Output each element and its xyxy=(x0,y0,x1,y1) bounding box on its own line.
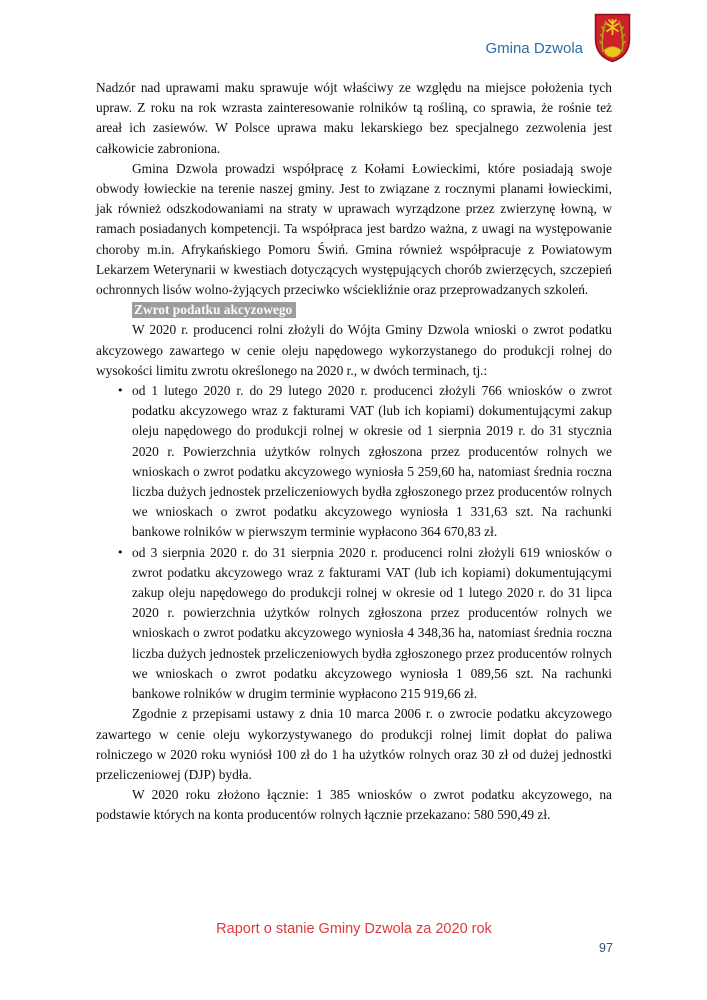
paragraph-poppy-crops: Nadzór nad uprawami maku sprawuje wójt właściwy ze względu na miejsce położenia tych upraw. Z roku na rok wzrasta zainteresowanie rolników tą rośliną, co sprawia, że rośnie też areał ich zasiewów. W Polsce uprawa maku lekarskiego bez specjalnego zezwolenia jest całkowicie zabroniona. xyxy=(96,80,612,156)
report-footer-title: Raport o stanie Gminy Dzwola za 2020 rok xyxy=(216,921,492,937)
document-body xyxy=(96,78,612,826)
page-header xyxy=(485,13,631,63)
page-number: 97 xyxy=(599,941,613,955)
paragraph-hunting-cooperation: Gmina Dzwola prowadzi współpracę z Kołami Łowieckimi, które posiadają swoje obwody łowieckie na terenie naszej gminy. Jest to związane z rocznymi planami łowieckimi, jak również odszkodowaniami na straty w uprawach wyrządzone przez zwierzynę łowną, w ramach posiadanych kompetencji. Ta współpraca jest bardzo ważna, z uwagi na występowanie choroby m.in. Afrykańskiego Pomoru Świń. Gmina również współpracuje z Powiatowym Lekarzem Weterynarii w kwestiach dotyczących występujących chorób zwierzęcych, szczepień ochronnych lisów wolno-żyjących przeciwko wściekliźnie oraz przeprowadzanych szkoleń. xyxy=(96,160,612,298)
section-heading-excise-tax: Zwrot podatku akcyzowego xyxy=(132,302,296,318)
list-item-second-term xyxy=(96,543,612,705)
paragraph-law-limits: Zgodnie z przepisami ustawy z dnia 10 marca 2006 r. o zwrocie podatku akcyzowego zawartego w cenie oleju wykorzystywanego do produkcji rolnej limit dopłat do paliwa rolniczego w 2020 roku wyniósł 100 zł do 1 ha użytków rolnych oraz 30 zł od dużej jednostki przeliczeniowej (DJP) bydła. xyxy=(96,706,612,782)
coat-of-arms-icon xyxy=(594,13,631,63)
paragraph-excise-intro: W 2020 r. producenci rolni złożyli do Wójta Gminy Dzwola wnioski o zwrot podatku akcyzowego zawartego w cenie oleju napędowego wykorzystanego do produkcji rolnej do wysokości limitu zwrotu określonego na 2020 r., w dwóch terminach, tj.: xyxy=(96,322,612,378)
bullet-icon: • xyxy=(117,545,124,559)
list-item-text: od 3 sierpnia 2020 r. do 31 sierpnia 2020 r. producenci rolni złożyli 619 wniosków o zwrot podatku akcyzowego wraz z fakturami VAT (lub ich kopiami) dokumentującymi zakup oleju napędowego do produkcji rolnej w okresie od 1 lutego 2020 r. do 31 lipca 2020 r. powierzchnia użytków rolnych zgłoszona przez producentów rolnych we wnioskach o zwrot podatku akcyzowego wyniosła 4 348,36 ha, natomiast średnia roczna liczba dużych jednostek przeliczeniowych bydła zgłoszonego przez producentów rolnych we wnioskach o zwrot podatku akcyzowego wyniosła 1 089,56 szt. Na rachunki bankowe rolników w drugim terminie wypłacono 215 919,66 zł. xyxy=(132,544,612,702)
paragraph-summary-totals: W 2020 roku złożono łącznie: 1 385 wniosków o zwrot podatku akcyzowego, na podstawie których na konta producentów rolnych łącznie przekazano: 580 590,49 zł. xyxy=(96,787,612,823)
municipality-name-label: Gmina Dzwola xyxy=(485,40,583,57)
excise-terms-list xyxy=(96,381,612,704)
list-item-first-term xyxy=(96,381,612,543)
bullet-icon: • xyxy=(117,384,124,398)
list-item-text: od 1 lutego 2020 r. do 29 lutego 2020 r. producenci złożyli 766 wniosków o zwrot podatku akcyzowego wraz z fakturami VAT (lub ich kopiami) dokumentującymi zakup oleju napędowego do produkcji rolnej w okresie od 1 sierpnia 2019 r. do 31 stycznia 2020 r. Powierzchnia użytków rolnych zgłoszona przez producentów rolnych we wnioskach o zwrot podatku akcyzowego wyniosła 5 259,60 ha, natomiast średnia roczna liczba dużych jednostek przeliczeniowych bydła zgłoszonego przez producentów rolnych we wnioskach o zwrot podatku akcyzowego wyniosła 1 331,63 szt. Na rachunki bankowe rolników w pierwszym terminie wypłacono 364 670,83 zł. xyxy=(132,383,612,540)
section-heading-row xyxy=(96,300,612,320)
